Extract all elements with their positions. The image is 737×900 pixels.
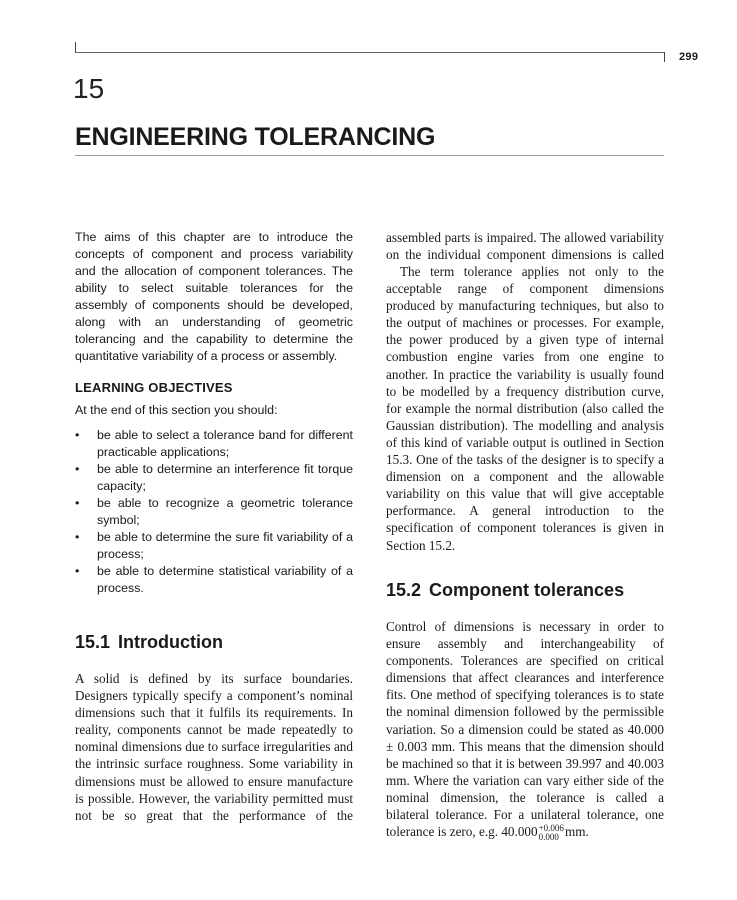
list-item: • be able to determine statistical variability of a process. (75, 564, 353, 595)
section-15-1 (75, 632, 353, 653)
list-item: • be able to select a tolerance band for different practicable applications; (75, 428, 353, 459)
aims-paragraph: The aims of this chapter are to introduce the concepts of component and process variability and the allocation of component tolerances. The ability to select suitable tolerances for the assembly of components should be developed, along with an understanding of geometric tolerancing and the capability to determine the quantitative variability of a process or assembly. (75, 230, 353, 363)
chapter-title-rule (75, 155, 664, 156)
list-item: • be able to recognize a geometric tolerance symbol; (75, 496, 353, 527)
aims-block (75, 229, 353, 365)
section-15-2-heading: 15.2 Component tolerances (386, 580, 625, 600)
right-column (386, 229, 664, 554)
header-rule (75, 52, 665, 53)
section-15-2-text (386, 618, 664, 842)
bullet-icon: • (75, 428, 80, 442)
section-15-2 (386, 580, 664, 601)
bullet-icon: • (75, 496, 80, 510)
learning-objectives-intro: At the end of this section you should: (75, 403, 278, 417)
section-15-1-paragraph-2: The term tolerance applies not only to the acceptable range of component dimensions produced by manufacturing techniques, but also to the output of machines or processes. For example, the power produced by a given type of internal combustion engine varies from one engine to another. In practice the variability is usually found to be modelled by a frequency distribution curve, for example the normal distribution (also called the Gaussian distribution). The modelling and analysis of this kind of variable output is outlined in Section 15.3. One of the tasks of the designer is to specify a dimension on a component and the allowable variability on this value that will give acceptable performance. A general introduction to the specification of component tolerances is given in Section 15.2. (386, 264, 664, 553)
chapter-title: ENGINEERING TOLERANCING (75, 123, 436, 151)
header-rule-right-tick (664, 52, 665, 62)
header-rule-left-tick (75, 42, 76, 52)
tolerance-deviation: +0.006 0.000 (538, 823, 564, 843)
section-15-1-paragraph-1-continued: assembled parts is impaired. The allowed variability on the individual component dimensions is called (386, 229, 664, 262)
section-15-1-text-left (75, 670, 353, 824)
section-15-1-text-right-cont (386, 229, 664, 262)
learning-objectives-heading: LEARNING OBJECTIVES (75, 380, 233, 395)
learning-objectives-list (75, 427, 353, 597)
learning-objectives (75, 380, 353, 597)
section-15-1-heading: 15.1 Introduction (75, 632, 224, 652)
chapter-number: 15 (73, 73, 105, 104)
section-15-2-paragraph-1: Control of dimensions is necessary in order to ensure assembly and interchangeability of components. Tolerances are specified on critical dimensions that affect clearances and interference fits. One method of specifying tolerances is to state the nominal dimension followed by the permissible variation. So a dimension could be stated as 40.000 ± 0.003 mm. This means that the dimension should be machined so that it is between 39.997 and 40.003 mm. Where the variation can vary either side of the nominal dimension, the tolerance is called a bilateral tolerance. For a unilateral tolerance, one tolerance is zero, e.g. 40.000 +0.006 0.000 mm. (386, 619, 664, 843)
list-item: • be able to determine the sure fit variability of a process; (75, 530, 353, 561)
bullet-icon: • (75, 462, 80, 476)
page-number: 299 (679, 51, 699, 63)
bullet-icon: • (75, 530, 80, 544)
list-item: • be able to determine an interference fit torque capacity; (75, 462, 353, 493)
bullet-icon: • (75, 564, 80, 578)
section-15-1-paragraph-1: A solid is defined by its surface boundaries. Designers typically specify a component’s nominal dimensions such that it fulfils its requirements. In reality, components cannot be made repeatedly to nominal dimensions due to surface irregularities and the intrinsic surface roughness. Some variability in dimensions must be allowed to ensure manufacture is possible. However, the variability permitted must not be so great that the performance of the (75, 671, 353, 823)
